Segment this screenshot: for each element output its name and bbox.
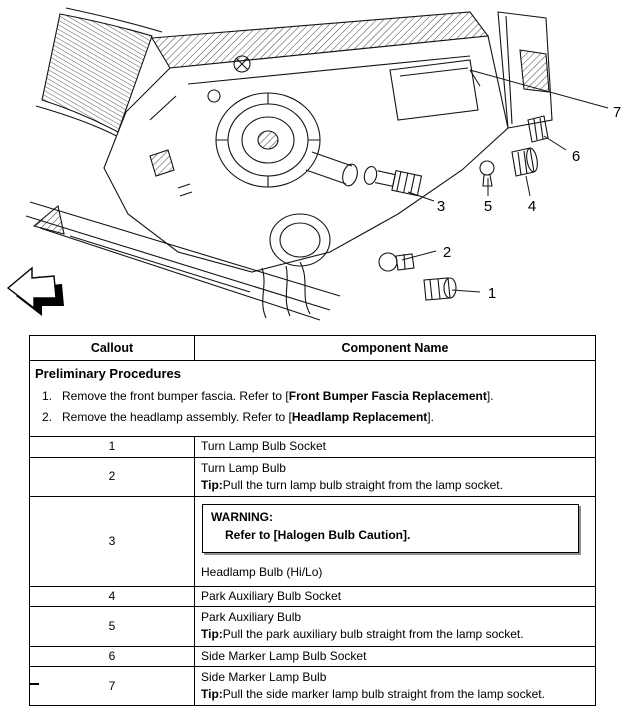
callout-label-1: 1 <box>487 285 497 302</box>
warning-text <box>211 528 570 544</box>
table-row-7 <box>30 667 596 706</box>
headlamp-diagram-svg <box>0 0 624 332</box>
tip-line <box>201 687 589 703</box>
link-front-bumper-fascia-replacement[interactable]: Front Bumper Fascia Replacement <box>288 389 487 404</box>
step-text: Remove the headlamp assembly. Refer to [ <box>62 409 292 424</box>
preliminary-procedures-title: Preliminary Procedures <box>35 366 181 382</box>
link-halogen-bulb-caution[interactable]: Halogen Bulb Caution <box>277 527 403 542</box>
warning-text-post: ]. <box>403 527 411 542</box>
line-art <box>26 8 608 320</box>
callout-label-5: 5 <box>483 198 493 215</box>
callout-number: 3 <box>30 497 195 587</box>
step-text: Remove the front bumper fascia. Refer to [ <box>62 389 289 404</box>
table-row-4 <box>30 586 596 607</box>
callout-label-4: 4 <box>527 198 537 215</box>
preliminary-procedures-cell <box>30 361 596 437</box>
table-row-6 <box>30 646 596 667</box>
component-name: Park Auxiliary Bulb Socket <box>195 586 596 607</box>
table-header-row <box>30 336 596 361</box>
table-row-1 <box>30 437 596 458</box>
tip-label: Tip: <box>201 627 223 642</box>
component-cell <box>195 667 596 706</box>
tip-label: Tip: <box>201 686 223 701</box>
component-name: Side Marker Lamp Bulb Socket <box>195 646 596 667</box>
callout-number: 2 <box>30 457 195 496</box>
table-row-3 <box>30 497 596 587</box>
component-name: Park Auxiliary Bulb <box>201 610 302 625</box>
step-number: 1. <box>42 389 53 404</box>
preliminary-procedures-row <box>30 361 596 437</box>
link-headlamp-replacement[interactable]: Headlamp Replacement <box>291 409 428 424</box>
view-direction-arrow <box>8 268 64 316</box>
tip-line <box>201 478 589 494</box>
warning-text-pre: Refer to [ <box>225 527 278 542</box>
callout-table <box>29 335 596 706</box>
step-number: 2. <box>42 409 53 424</box>
headlamp-exploded-diagram <box>0 0 624 332</box>
tip-text: Pull the turn lamp bulb straight from the lamp socket. <box>222 477 503 492</box>
callout-number: 5 <box>30 607 195 646</box>
tip-line <box>201 627 589 643</box>
table-row-2 <box>30 457 596 496</box>
component-cell <box>195 457 596 496</box>
tip-label: Tip: <box>201 477 223 492</box>
callout-number: 7 <box>30 667 195 706</box>
next-table-edge-mark <box>29 683 39 685</box>
preliminary-step-1 <box>42 389 589 405</box>
step-text-end: ]. <box>486 389 494 404</box>
callout-number: 6 <box>30 646 195 667</box>
warning-box <box>202 504 579 553</box>
callout-number: 1 <box>30 437 195 458</box>
callout-number: 4 <box>30 586 195 607</box>
component-cell <box>195 497 596 587</box>
tip-text: Pull the side marker lamp bulb straight from the lamp socket. <box>222 686 545 701</box>
callout-label-7: 7 <box>612 104 622 121</box>
warning-title: WARNING: <box>211 510 273 525</box>
callout-label-2: 2 <box>442 244 452 261</box>
component-name: Side Marker Lamp Bulb <box>201 670 327 685</box>
component-name: Turn Lamp Bulb <box>201 460 286 475</box>
tip-text: Pull the park auxiliary bulb straight from the lamp socket. <box>222 627 524 642</box>
callout-label-6: 6 <box>571 148 581 165</box>
table-row-5 <box>30 607 596 646</box>
component-name: Turn Lamp Bulb Socket <box>195 437 596 458</box>
component-cell <box>195 607 596 646</box>
preliminary-step-2 <box>42 410 589 426</box>
column-header-component-name: Component Name <box>195 336 596 361</box>
callout-label-3: 3 <box>436 198 446 215</box>
step-text-end: ]. <box>427 409 434 424</box>
component-name: Headlamp Bulb (Hi/Lo) <box>201 565 323 580</box>
column-header-callout: Callout <box>30 336 195 361</box>
